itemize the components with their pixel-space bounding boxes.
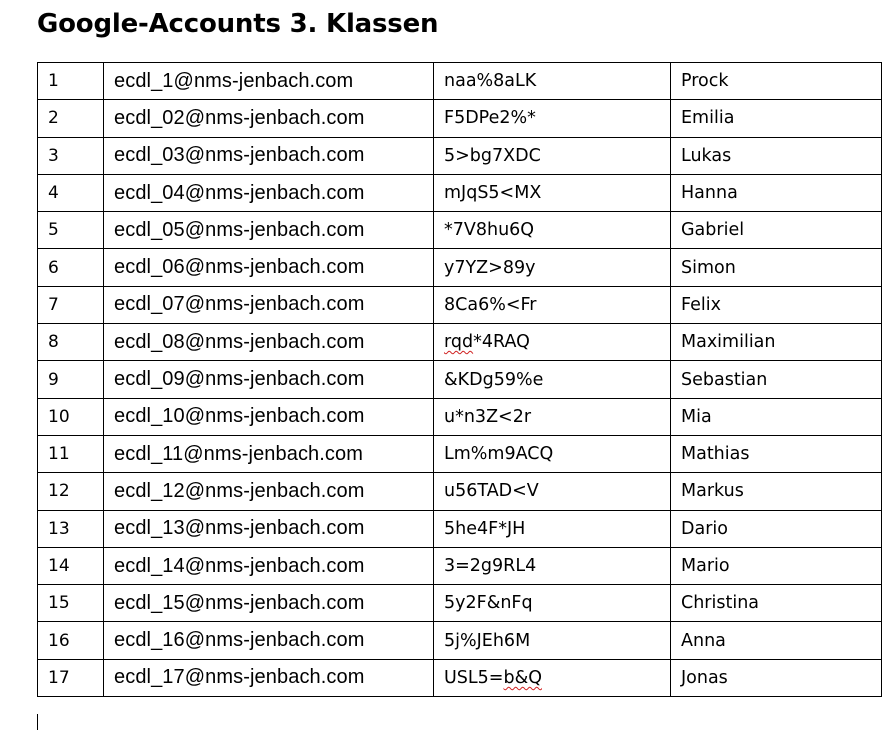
email-cell: ecdl_03@nms-jenbach.com bbox=[104, 137, 434, 174]
email-cell: ecdl_05@nms-jenbach.com bbox=[104, 212, 434, 249]
email-cell: ecdl_08@nms-jenbach.com bbox=[104, 324, 434, 361]
email-cell: ecdl_17@nms-jenbach.com bbox=[104, 659, 434, 696]
row-number-cell: 7 bbox=[38, 286, 104, 323]
email-cell: ecdl_14@nms-jenbach.com bbox=[104, 547, 434, 584]
password-cell: &KDg59%e bbox=[434, 361, 671, 398]
spellcheck-flagged-text: rqd bbox=[444, 332, 474, 353]
password-cell bbox=[434, 659, 671, 696]
name-cell: Emilia bbox=[671, 100, 882, 137]
table-row bbox=[38, 398, 882, 435]
password-cell: 5j%JEh6M bbox=[434, 622, 671, 659]
password-cell: u*n3Z<2r bbox=[434, 398, 671, 435]
password-cell: mJqS5<MX bbox=[434, 174, 671, 211]
email-cell: ecdl_07@nms-jenbach.com bbox=[104, 286, 434, 323]
row-number-cell: 10 bbox=[38, 398, 104, 435]
email-cell: ecdl_1@nms-jenbach.com bbox=[104, 63, 434, 100]
row-number-cell: 11 bbox=[38, 435, 104, 472]
table-row bbox=[38, 286, 882, 323]
password-cell: 5>bg7XDC bbox=[434, 137, 671, 174]
password-cell: y7YZ>89y bbox=[434, 249, 671, 286]
row-number-cell: 3 bbox=[38, 137, 104, 174]
table-row bbox=[38, 249, 882, 286]
row-number-cell: 6 bbox=[38, 249, 104, 286]
row-number-cell: 2 bbox=[38, 100, 104, 137]
row-number-cell: 1 bbox=[38, 63, 104, 100]
name-cell: Dario bbox=[671, 510, 882, 547]
name-cell: Christina bbox=[671, 585, 882, 622]
table-row bbox=[38, 324, 882, 361]
name-cell: Maximilian bbox=[671, 324, 882, 361]
row-number-cell: 9 bbox=[38, 361, 104, 398]
password-cell: F5DPe2%* bbox=[434, 100, 671, 137]
name-cell: Mario bbox=[671, 547, 882, 584]
email-cell: ecdl_10@nms-jenbach.com bbox=[104, 398, 434, 435]
table-row bbox=[38, 473, 882, 510]
table-row bbox=[38, 361, 882, 398]
email-cell: ecdl_13@nms-jenbach.com bbox=[104, 510, 434, 547]
row-number-cell: 4 bbox=[38, 174, 104, 211]
name-cell: Anna bbox=[671, 622, 882, 659]
row-number-cell: 16 bbox=[38, 622, 104, 659]
email-cell: ecdl_02@nms-jenbach.com bbox=[104, 100, 434, 137]
row-number-cell: 15 bbox=[38, 585, 104, 622]
row-number-cell: 12 bbox=[38, 473, 104, 510]
text-cursor-mark bbox=[37, 714, 38, 730]
accounts-table bbox=[37, 62, 882, 697]
email-cell: ecdl_16@nms-jenbach.com bbox=[104, 622, 434, 659]
email-cell: ecdl_15@nms-jenbach.com bbox=[104, 585, 434, 622]
password-text: *4RAQ bbox=[473, 332, 530, 353]
name-cell: Sebastian bbox=[671, 361, 882, 398]
password-text: USL5= bbox=[444, 667, 504, 688]
row-number-cell: 14 bbox=[38, 547, 104, 584]
table-row bbox=[38, 174, 882, 211]
name-cell: Prock bbox=[671, 63, 882, 100]
name-cell: Simon bbox=[671, 249, 882, 286]
name-cell: Gabriel bbox=[671, 212, 882, 249]
name-cell: Mathias bbox=[671, 435, 882, 472]
table-row bbox=[38, 510, 882, 547]
table-row bbox=[38, 547, 882, 584]
name-cell: Markus bbox=[671, 473, 882, 510]
table-row bbox=[38, 63, 882, 100]
name-cell: Hanna bbox=[671, 174, 882, 211]
table-row bbox=[38, 622, 882, 659]
email-cell: ecdl_06@nms-jenbach.com bbox=[104, 249, 434, 286]
password-cell: 3=2g9RL4 bbox=[434, 547, 671, 584]
table-row bbox=[38, 659, 882, 696]
password-cell: 5y2F&nFq bbox=[434, 585, 671, 622]
table-row bbox=[38, 137, 882, 174]
email-cell: ecdl_04@nms-jenbach.com bbox=[104, 174, 434, 211]
password-cell: *7V8hu6Q bbox=[434, 212, 671, 249]
name-cell: Felix bbox=[671, 286, 882, 323]
row-number-cell: 17 bbox=[38, 659, 104, 696]
email-cell: ecdl_09@nms-jenbach.com bbox=[104, 361, 434, 398]
table-row bbox=[38, 435, 882, 472]
name-cell: Mia bbox=[671, 398, 882, 435]
name-cell: Jonas bbox=[671, 659, 882, 696]
password-cell bbox=[434, 324, 671, 361]
document-title: Google-Accounts 3. Klassen bbox=[37, 9, 439, 39]
password-cell: u56TAD<V bbox=[434, 473, 671, 510]
name-cell: Lukas bbox=[671, 137, 882, 174]
spellcheck-flagged-text: b&Q bbox=[503, 667, 542, 688]
password-cell: 5he4F*JH bbox=[434, 510, 671, 547]
password-cell: Lm%m9ACQ bbox=[434, 435, 671, 472]
password-cell: naa%8aLK bbox=[434, 63, 671, 100]
email-cell: ecdl_12@nms-jenbach.com bbox=[104, 473, 434, 510]
table-row bbox=[38, 212, 882, 249]
row-number-cell: 13 bbox=[38, 510, 104, 547]
email-cell: ecdl_11@nms-jenbach.com bbox=[104, 435, 434, 472]
table-row bbox=[38, 585, 882, 622]
row-number-cell: 8 bbox=[38, 324, 104, 361]
table-row bbox=[38, 100, 882, 137]
row-number-cell: 5 bbox=[38, 212, 104, 249]
password-cell: 8Ca6%<Fr bbox=[434, 286, 671, 323]
